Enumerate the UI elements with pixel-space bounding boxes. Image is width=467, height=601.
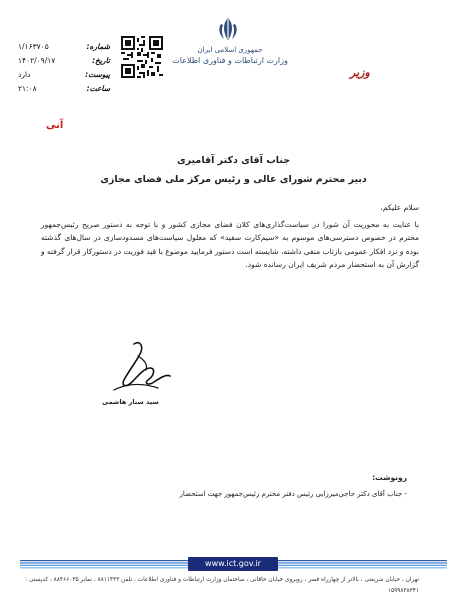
urgent-badge: آنی	[46, 120, 64, 131]
signature-icon	[104, 338, 176, 400]
meta-value: ۱/۱۶۳۷۰۵	[18, 42, 49, 51]
ministry-name: وزارت ارتباطات و فناوری اطلاعات	[172, 56, 288, 65]
ministry-line1: جمهوری اسلامی ایران	[197, 46, 263, 54]
meta-number	[18, 40, 110, 54]
meta-time	[18, 82, 110, 96]
meta-label: پیوست:	[85, 70, 110, 79]
meta-label: شماره:	[86, 42, 110, 51]
footer-address: تهران ، خیابان شریعتی ، بالاتر از چهارراه قصر ، روبروی خیابان خاقانی ، ساختمان وزارت ارتباطات و فناوری اطلاعات ، تلفن ۸۸۱۱۴۳۳ ، نمابر ۸۸۴۶۶۰۳۵ ، کدپستی :	[25, 577, 419, 583]
minister-label: وزیر	[350, 66, 370, 79]
meta-date	[18, 54, 110, 68]
addressee-name: جناب آقای دکتر آقامیری	[176, 155, 291, 166]
iran-emblem-icon	[215, 16, 241, 42]
meta-label: تاریخ:	[92, 56, 110, 65]
footer-postal-code: ۱۵۹۹۸۳۸۳۴۱	[387, 588, 419, 594]
addressee-title: دبیر محترم شورای عالی و رئیس مرکز ملی فضای مجازی	[100, 174, 367, 185]
meta-value: دارد	[18, 70, 31, 79]
cc-title: رونوشت:	[372, 473, 407, 482]
qr-code-icon[interactable]	[121, 36, 163, 78]
signatory-name: سید ستار هاشمی	[102, 398, 159, 406]
meta-label: ساعت:	[86, 84, 110, 93]
letter-body: با عنایت به محوریت آن شورا در سیاست‌گذاری‌های کلان فضای مجازی کشور و با توجه به دستور صریح رئیس‌جمهور محترم در خصوص دسترسی‌های موسوم به «سیم‌کارت سفید» که معلول سیاست‌های مسدودسازی در سال‌های گذشته بوده و نزد افکار عمومی بازتاب منفی داشته، شایسته است دستور فرمایید موضوع با قید فوریت در دستورکار قرار گرفته و گزارش آن به استحضار مردم شریف ایران رسانده شود.	[41, 220, 419, 270]
cc-recipient: - جناب آقای دکتر حاجی‌میرزایی رئیس دفتر محترم رئیس‌جمهور جهت استحضار	[179, 490, 407, 498]
meta-attachment	[18, 68, 110, 82]
greeting: سلام علیکم،	[380, 203, 419, 212]
letter-meta	[18, 40, 110, 96]
website-url-link[interactable]: www.ict.gov.ir	[188, 557, 278, 571]
meta-value: ۲۱:۰۸	[18, 84, 37, 93]
meta-value: ۱۴۰۲/۰۹/۱۷	[18, 56, 56, 65]
